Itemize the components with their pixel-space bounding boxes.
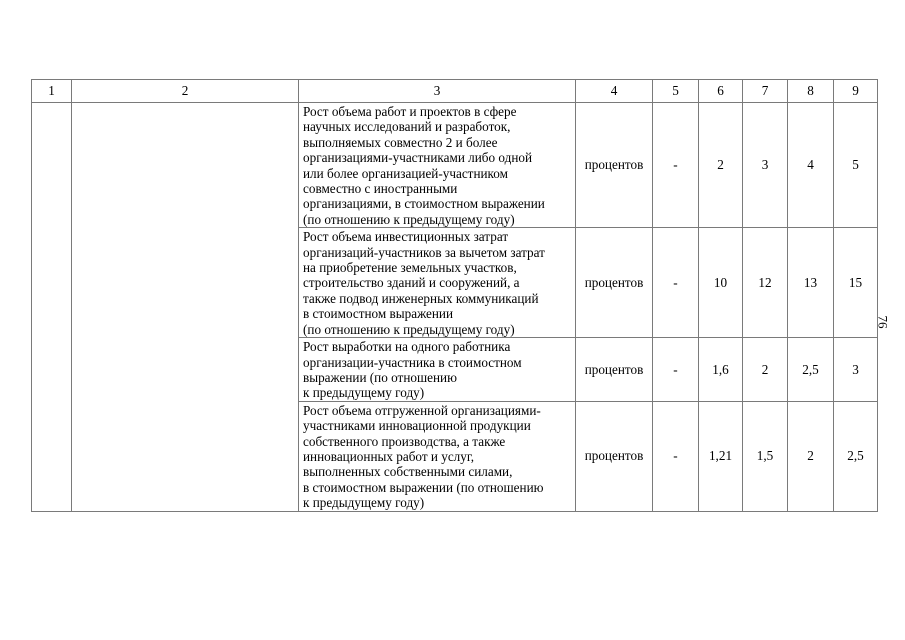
indicator-description (299, 401, 576, 511)
description-line: Рост объема инвестиционных затрат (303, 229, 509, 245)
value-cell-6: 1,21 (699, 401, 743, 511)
description-line: выражении (по отношению (303, 369, 457, 385)
indicator-description (299, 228, 576, 338)
indicator-description (299, 103, 576, 228)
value-cell-5: - (653, 401, 699, 511)
header-cell-4: 4 (576, 80, 653, 103)
value-cell-5: - (653, 228, 699, 338)
header-cell-1: 1 (32, 80, 72, 103)
page-number: 76 (875, 315, 891, 329)
header-cell-2: 2 (72, 80, 299, 103)
value-cell-7: 1,5 (743, 401, 788, 511)
indicator-description (299, 338, 576, 402)
value-cell-5: - (653, 338, 699, 402)
unit-cell: процентов (576, 401, 653, 511)
description-line: Рост объема отгруженной организациями- (303, 402, 541, 418)
value-cell-7: 3 (743, 103, 788, 228)
value-cell-5: - (653, 103, 699, 228)
value-cell-8: 13 (788, 228, 834, 338)
unit-cell: процентов (576, 228, 653, 338)
description-line: организации-участника в стоимостном (303, 354, 522, 370)
description-line: также подвод инженерных коммуникаций (303, 290, 539, 306)
value-cell-6: 10 (699, 228, 743, 338)
header-cell-3: 3 (299, 80, 576, 103)
description-line: к предыдущему году) (303, 385, 425, 401)
description-line: организаций-участников за вычетом затрат (303, 244, 545, 260)
value-cell-6: 1,6 (699, 338, 743, 402)
value-cell-8: 4 (788, 103, 834, 228)
description-line: или более организацией-участником (303, 165, 508, 181)
description-line: выполняемых совместно 2 и более (303, 134, 498, 150)
description-line: Рост выработки на одного работника (303, 339, 511, 355)
description-line: организациями, в стоимостном выражении (303, 196, 545, 212)
description-line: собственного производства, а также (303, 433, 506, 449)
description-line: участниками инновационной продукции (303, 418, 531, 434)
description-line: инновационных работ и услуг, (303, 448, 475, 464)
description-line: организациями-участниками либо одной (303, 150, 533, 166)
value-cell-7: 2 (743, 338, 788, 402)
description-line: Рост объема работ и проектов в сфере (303, 104, 517, 119)
value-cell-8: 2 (788, 401, 834, 511)
header-cell-7: 7 (743, 80, 788, 103)
unit-cell: процентов (576, 338, 653, 402)
description-line: выполненных собственными силами, (303, 464, 513, 480)
description-line: на приобретение земельных участков, (303, 260, 517, 276)
value-cell-9: 3 (834, 338, 878, 402)
header-cell-6: 6 (699, 80, 743, 103)
description-line: строительство зданий и сооружений, а (303, 275, 520, 291)
description-line: (по отношению к предыдущему году) (303, 211, 515, 227)
description-line: (по отношению к предыдущему году) (303, 321, 515, 337)
description-line: совместно с иностранными (303, 181, 458, 197)
description-line: в стоимостном выражении (по отношению (303, 479, 544, 495)
header-row (32, 80, 878, 103)
row-number-cell (32, 103, 72, 512)
description-line: научных исследований и разработок, (303, 119, 511, 135)
header-cell-5: 5 (653, 80, 699, 103)
unit-cell: процентов (576, 103, 653, 228)
row-name-cell (72, 103, 299, 512)
description-line: в стоимостном выражении (303, 306, 454, 322)
header-cell-8: 8 (788, 80, 834, 103)
value-cell-9: 5 (834, 103, 878, 228)
value-cell-8: 2,5 (788, 338, 834, 402)
table-row (32, 103, 878, 228)
header-cell-9: 9 (834, 80, 878, 103)
value-cell-9: 2,5 (834, 401, 878, 511)
description-line: к предыдущему году) (303, 495, 425, 511)
value-cell-7: 12 (743, 228, 788, 338)
value-cell-6: 2 (699, 103, 743, 228)
indicators-table (31, 79, 878, 512)
value-cell-9: 15 (834, 228, 878, 338)
